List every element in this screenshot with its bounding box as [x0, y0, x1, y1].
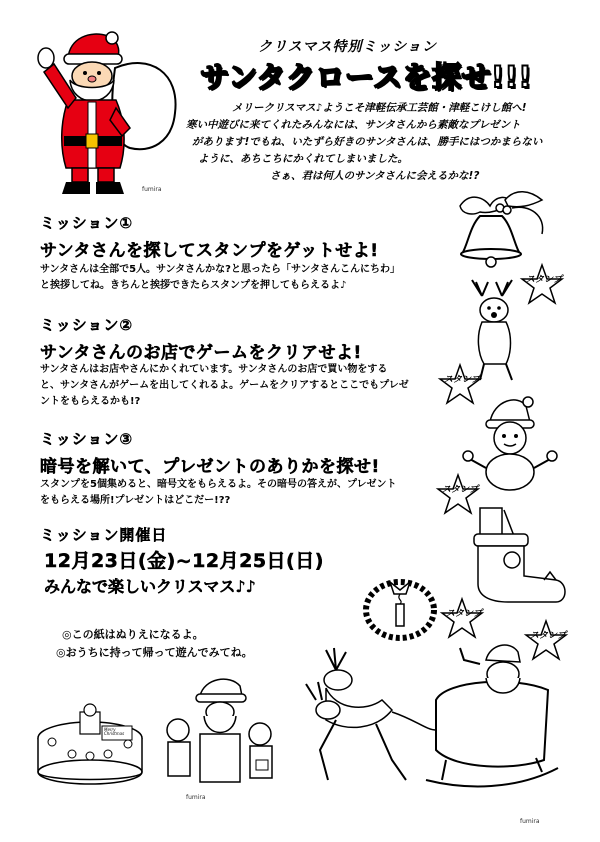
mission-1-body [40, 262, 440, 294]
mission-2-body-line-1: サンタさんはお店やさんにかくれています。サンタさんのお店で買い物をする [40, 364, 388, 375]
mission-3-body-line-2: をもらえる場所!プレゼントはどこだー!?? [40, 495, 231, 506]
cake-plaque-text: Merry Christmas [104, 727, 125, 736]
intro-line-1: メリークリスマス♪ようこそ津軽伝承工芸館・津軽こけし館へ! [232, 102, 527, 114]
stamp-label-4: スタンプ [446, 609, 483, 619]
mission-3-body-line-1: スタンプを5個集めると、暗号文をもらえるよ。その暗号の答えが、プレゼント [40, 479, 397, 490]
candle-wreath-illustration [360, 574, 440, 644]
note-take-home: ◎おうちに持って帰って遊んでみてね。 [56, 646, 253, 659]
mission-1-goal: サンタさんを探してスタンプをゲットせよ! [40, 241, 379, 261]
credit-mark-top: fumira [142, 186, 162, 193]
mission-2-body-line-2: と、サンタさんがゲームを出してくれるよ。ゲームをクリアするとここでもプレゼ [40, 380, 409, 391]
mission-3-heading: ミッション③ [40, 430, 134, 448]
schedule-heading: ミッション開催日 [40, 526, 168, 544]
event-label: クリスマス特別ミッション [258, 39, 437, 55]
bell-holly-illustration [450, 186, 560, 276]
reindeer-sleigh-illustration [296, 640, 568, 816]
mission-3-body [40, 477, 440, 509]
intro-line-4: ように、あちこちにかくれてしまいました。 [198, 153, 408, 165]
stamp-label-3: スタンプ [442, 485, 479, 495]
credit-mark-bottom: fumira [520, 818, 540, 825]
santa-waving-illustration [30, 28, 180, 198]
mission-2-goal: サンタさんのお店でゲームをクリアせよ! [40, 343, 362, 363]
mission-2-body-line-3: ントをもらえるかも!? [40, 396, 141, 407]
intro-line-3: があります!でもね、いたずら好きのサンタさんは、勝手にはつかまらない [192, 136, 543, 148]
intro-line-5: さぁ、君は何人のサンタさんに会えるかな!? [270, 170, 480, 182]
page-title: サンタクロースを探せ!!! [200, 60, 533, 94]
mission-1-body-line-1: サンタさんは全部で5人。サンタさんかな?と思ったら「サンタさんこんにちわ」 [40, 264, 401, 275]
mission-1-heading: ミッション① [40, 214, 134, 232]
mission-1-body-line-2: と挨拶してね。きちんと挨拶できたらスタンプを押してもらえるよ♪ [40, 280, 347, 291]
stamp-star-icon [440, 598, 484, 640]
schedule-closing: みんなで楽しいクリスマス♪♪ [44, 577, 256, 596]
schedule-dates: 12月23日(金)~12月25日(日) [44, 550, 324, 572]
mission-2-body [40, 362, 440, 410]
note-coloring: ◎この紙はぬりえになるよ。 [62, 628, 204, 641]
mission-3-goal: 暗号を解いて、プレゼントのありかを探せ! [40, 457, 380, 477]
mission-2-heading: ミッション② [40, 316, 134, 334]
stamp-label-2: スタンプ [444, 375, 481, 385]
santa-with-children-illustration [160, 672, 280, 794]
stamp-label-5: スタンプ [530, 631, 567, 641]
stocking-illustration [464, 500, 574, 610]
christmas-cake-illustration [32, 702, 148, 792]
stamp-label-1: スタンプ [526, 275, 563, 285]
credit-mark-children: fumira [186, 794, 206, 801]
intro-line-2: 寒い中遊びに来てくれたみんなには、サンタさんから素敵なプレゼント [186, 119, 521, 131]
